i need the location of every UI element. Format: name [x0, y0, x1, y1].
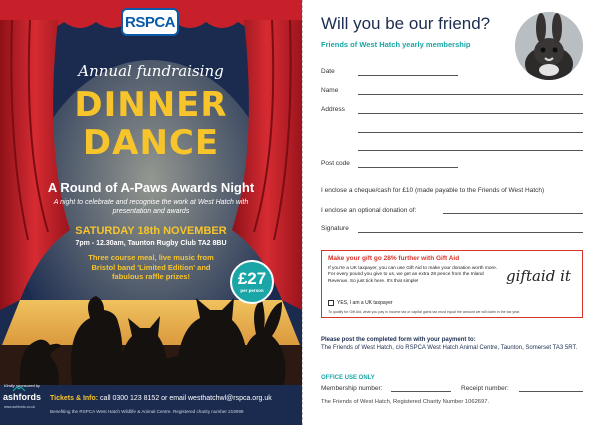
signature-label: Signature	[321, 225, 349, 232]
receipt-number-field[interactable]	[519, 391, 583, 392]
title-dinner: DINNER	[74, 85, 228, 125]
receipt-number-label: Receipt number:	[461, 385, 509, 392]
price-note: per person	[240, 288, 264, 293]
sponsor-name: ashfords	[3, 392, 42, 402]
address-field-line-1[interactable]	[358, 113, 583, 114]
rspca-logo	[121, 8, 179, 36]
event-time-venue: 7pm - 12.30am, Taunton Rugby Club TA2 8BU	[75, 240, 227, 247]
annual-fundraising-text: Annual fundraising	[78, 62, 224, 80]
donation-label: I enclose an optional donation of:	[321, 207, 417, 214]
sponsored-by-label: Kindly sponsored by	[4, 383, 41, 388]
rabbit-photo	[515, 12, 583, 80]
rabbit-illustration	[515, 12, 583, 80]
membership-number-field[interactable]	[391, 391, 451, 392]
date-label: Date	[321, 68, 335, 75]
postcode-label: Post code	[321, 160, 350, 167]
name-field[interactable]	[358, 94, 583, 95]
rspca-logo-text: RSPCA	[124, 13, 175, 31]
name-label: Name	[321, 87, 339, 94]
cheque-label: I enclose a cheque/cash for £10 (made payable to the Friends of West Hatch)	[321, 187, 545, 194]
price-badge	[230, 260, 274, 304]
gift-aid-footnote: To qualify for Gift Aid, what you pay in income tax or capital gains tax must equal the amount we will claim in the tax year.	[328, 310, 521, 314]
event-tagline: A night to celebrate and recognise the work at West Hatch with presentation and awards	[53, 199, 249, 215]
address-field-line-2[interactable]	[358, 132, 583, 133]
office-use-heading: OFFICE USE ONLY	[321, 375, 375, 381]
event-date: SATURDAY 18th NOVEMBER	[75, 225, 227, 237]
footer-band	[0, 385, 302, 425]
membership-number-label: Membership number:	[321, 385, 383, 392]
uk-taxpayer-checkbox[interactable]	[328, 300, 334, 306]
tickets-contact: call 0300 123 8152 or email westhatchwl@rspca.org.uk	[98, 395, 272, 402]
date-field[interactable]	[358, 75, 458, 76]
tickets-info	[50, 395, 272, 402]
event-meal-description: Three course meal, live music from Bristol band 'Limited Edition' and fabulous raffle prizes!	[88, 253, 214, 281]
signature-field[interactable]	[358, 232, 583, 233]
tickets-label: Tickets & Info:	[50, 395, 99, 402]
postcode-field[interactable]	[358, 167, 458, 168]
benefit-line: Benefiting the RSPCA West Hatch Wildlife & Animal Centre. Registered charity number 219099	[50, 409, 244, 414]
gift-aid-body: If you're a UK taxpayer, you can use Gift Aid to make your donation worth more. For every pound you give to us, we get an extra 28 pence from the Inland Revenue. So just tick here. It's that simple!	[328, 266, 498, 284]
post-instructions	[321, 337, 586, 352]
post-address: The Friends of West Hatch, c/o RSPCA West Hatch Animal Centre, Taunton, Somerset TA3 5RT.	[321, 344, 578, 351]
address-label: Address	[321, 106, 345, 113]
form-title: Will you be our friend?	[321, 14, 491, 33]
gift-aid-box	[321, 250, 583, 318]
address-field-line-3[interactable]	[358, 150, 583, 151]
event-subtitle: A Round of A-Paws Awards Night	[47, 180, 255, 195]
form-subtitle: Friends of West Hatch yearly membership	[321, 40, 471, 49]
price-amount: £27	[237, 269, 267, 288]
gift-aid-title: Make your gift go 28% further with Gift Aid	[328, 255, 460, 262]
charity-registration-line: The Friends of West Hatch, Registered Charity Number 1062697.	[321, 399, 490, 405]
sponsor-url: www.ashfords.co.uk	[4, 405, 36, 409]
donation-field[interactable]	[443, 213, 583, 214]
title-dance: DANCE	[82, 123, 220, 163]
membership-form	[302, 0, 600, 425]
post-heading: Please post the completed form with your payment to:	[321, 337, 476, 343]
gift-aid-logo: giftaid it	[506, 267, 571, 285]
uk-taxpayer-label: YES, I am a UK taxpayer	[337, 300, 393, 306]
